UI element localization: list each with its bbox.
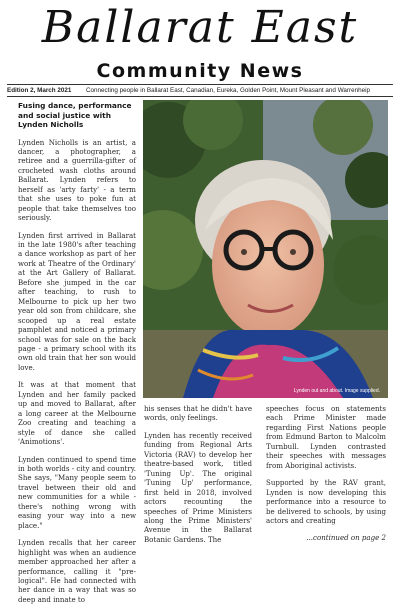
article-paragraph: Lynden continued to spend time in both worlds - city and country. She says, "Many people seem to travel between their old and new communities for a while - there's nothing wrong with easing your way into a new place." (18, 454, 136, 530)
article-paragraph: his senses that he didn't have words, only feelings. (144, 404, 252, 423)
newspaper-subtitle: Community News (96, 60, 304, 82)
article-paragraph: Lynden Nicholls is an artist, a dancer, a photographer, a retiree and a guerrilla-gifter of crocheted wash cloths around Ballarat. Lynden refers to herself as 'arty farty' - a term that she uses to poke fun at people that take themselves too seriously. (18, 137, 136, 223)
newspaper-title: Ballarat East (41, 2, 359, 53)
portrait-photo-illustration (143, 100, 388, 398)
article-paragraph: speeches focus on statements each Prime Minister made regarding First Nations people from Edmund Barton to Malcolm Turnbull. Lynden contrasted their speeches with messages from Aboriginal activists. (266, 404, 386, 470)
masthead-top-rule (7, 84, 393, 85)
edition-label: Edition 2, March 2021 (7, 87, 72, 94)
continued-on-page-link[interactable]: ...continued on page 2 (306, 533, 386, 543)
masthead-tagline: Connecting people in Ballarat East, Canadian, Eureka, Golden Point, Mount Pleasant and Warrenheip (86, 87, 371, 94)
article-column-2 (144, 404, 252, 552)
masthead-bottom-rule (7, 96, 393, 97)
article-paragraph: Lynden has recently received funding from Regional Arts Victoria (RAV) to develop her theatre-based work, titled 'Tuning Up'. The original 'Tuning Up' performance, first held in 2018, involved actors recounting the speeches of Prime Ministers along the Prime Ministers' Avenue in the Ballarat Botanic Gardens. The (144, 430, 252, 544)
photo-caption: Lynden out and about. Image supplied. (293, 388, 380, 394)
article-paragraph: Lynden recalls that her career highlight was when an audience member approached her after a performance, calling it "pre-logical". He had connected with her dance in a way that was so deep and innate to (18, 538, 136, 604)
article-paragraph: It was at that moment that Lynden and her family packed up and moved to Ballarat, after a long career at the Melbourne Zoo creating and teaching a style of dance she called 'Animotions'. (18, 380, 136, 447)
article-headline: Fusing dance, performance and social justice with Lynden Nicholls (18, 101, 132, 129)
article-paragraph: Lynden first arrived in Ballarat in the late 1980's after teaching a dance workshop as part of her work at Theatre of the Ordinary' at the Art Gallery of Ballarat. Before she jumped in the car after teaching, to rush to Melbourne to pick up her two year old son from childcare, she scooped up a real estate pamphlet and noticed a primary school was for sale on the back page - a primary school with its own old train that her son would love. (18, 230, 136, 372)
masthead-strap (7, 86, 393, 96)
article-column-3 (266, 404, 386, 551)
article-photo (143, 100, 388, 398)
article-paragraph: Supported by the RAV grant, Lynden is now developing this performance into a resource to be delivered to schools, by using actors and creating (266, 478, 386, 525)
article-column-1 (18, 101, 136, 612)
